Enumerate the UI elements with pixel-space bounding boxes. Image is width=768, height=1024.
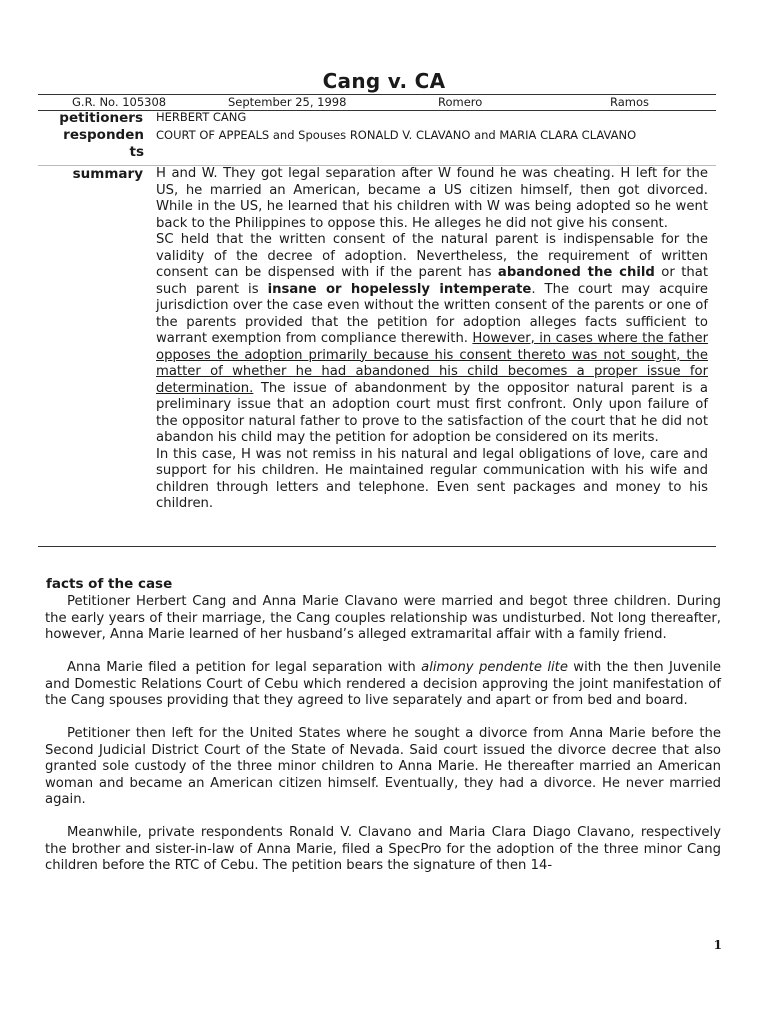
summary-paragraph-2 [156,232,708,447]
case-title: Cang v. CA [322,69,446,93]
respondents-label-line1: responden [63,127,144,143]
summary-p2-text-a: SC held that the written consent of the natural parent is indispensable for the validity of the decree of adoption. Nevertheless, the requirement of written consent can be dispensed with if the parent has [156,232,708,280]
respondents-label-line2: ts [129,144,144,160]
facts-heading: facts of the case [46,576,173,592]
facts-paragraph-4: Meanwhile, private respondents Ronald V. Clavano and Maria Clara Diago Clavano, respectively the brother and sister-in-law of Anna Marie, filed a SpecPro for the adoption of the three minor Cang children before the RTC of Cebu. The petition bears the signature of then 14- [45,825,721,873]
respondents-label [38,127,144,161]
summary-p2-underlined: However, in cases where the father opposes the adoption primarily because his consent thereto was not sought, the matter of whether he had abandoned his child becomes a proper issue for determination. [156,331,708,396]
summary-paragraph-3: In this case, H was not remiss in his natural and legal obligations of love, care and support for his children. He maintained regular communication with his wife and children through letters and telephone. Even sent packages and money to his children. [156,446,708,511]
summary-p2-bold-abandoned: abandoned the child [497,265,655,280]
petitioners-value: HERBERT CANG [156,110,247,124]
facts-text [45,594,721,891]
summary-paragraph-1: H and W. They got legal separation after W found he was cheating. H left for the US, he married an American, became a US citizen himself, then got divorced. While in the US, he learned that his children with W was being adopted so he went back to the Philippines to oppose this. He alleges he did not give his consent. [156,166,708,231]
case-meta-row [38,94,716,111]
facts-p2-text-a: Anna Marie filed a petition for legal separation with [67,660,422,675]
page-number: 1 [713,938,722,952]
petitioners-label: petitioners [59,110,143,126]
summary-p2-text-g: The issue of abandonment by the oppositor natural parent is a preliminary issue that an adoption court must first confront. Only upon failure of the oppositor natural father to prove to the satisfaction of the court that he did not abandon his child may the petition for adoption be considered on its merits. [156,380,708,445]
facts-paragraph-2 [45,660,721,710]
facts-paragraph-3: Petitioner then left for the United States where he sought a divorce from Anna Marie before the Second Judicial District Court of the State of Nevada. Said court issued the divorce decree that also granted sole custody of the three minor children to Anna Marie. He thereafter married an American woman and became an American citizen himself. Eventually, they had a divorce. He never married again. [45,726,721,807]
decision-date: September 25, 1998 [228,95,347,109]
ponente: Romero [438,95,483,109]
summary-p2-bold-insane: insane or hopelessly intemperate [267,281,532,297]
table-bottom-rule [38,546,716,547]
facts-paragraph-1: Petitioner Herbert Cang and Anna Marie Clavano were married and begot three children. During the early years of their marriage, the Cang couples relationship was undisturbed. Not long thereafter, however, Anna Marie learned of her husband’s alleged extramarital affair with a family friend. [45,594,721,642]
facts-p2-text-c: with the then Juvenile and Domestic Relations Court of Cebu which rendered a decision approving the joint manifestation of the Cang spouses providing that they agreed to live separately and apart or from bed and board. [45,660,721,708]
digest-author: Ramos [610,95,650,109]
summary-label: summary [72,166,143,182]
summary-p2-text-c: or that such parent is [156,265,708,297]
summary-text [156,166,708,513]
facts-p2-italic: alimony pendente lite [421,660,568,675]
summary-p2-text-e: . The court may acquire jurisdiction over the case even without the written consent of the parents or one of the parents provided that the petition for adoption alleges facts sufficient to warrant exemption from compliance therewith. [156,281,708,346]
respondents-value: COURT OF APPEALS and Spouses RONALD V. CLAVANO and MARIA CLARA CLAVANO [156,128,637,142]
gr-number: G.R. No. 105308 [72,95,167,109]
